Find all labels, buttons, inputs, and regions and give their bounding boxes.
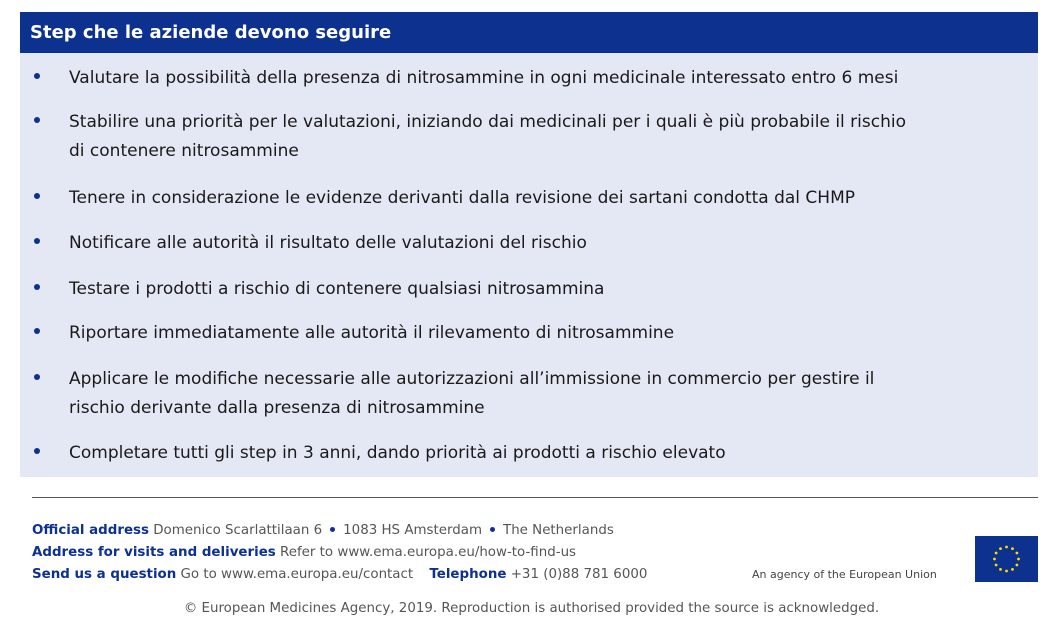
visits-line: [32, 544, 576, 561]
list-item: [20, 184, 1038, 213]
list-item-text: Stabilire una priorità per le valutazioni, iniziando dai medicinali per i quali è più probabile il rischio: [69, 112, 907, 132]
bullet-icon: [34, 448, 40, 454]
official-address-city: 1083 HS Amsterdam: [343, 523, 483, 538]
list-item-text: Completare tutti gli step in 3 anni, dando priorità ai prodotti a rischio elevato: [69, 443, 726, 463]
list-item: [20, 108, 1038, 166]
bullet-icon: [34, 117, 40, 123]
list-item-text-continued: di contenere nitrosammine: [69, 141, 299, 161]
question-label: Send us a question: [32, 567, 177, 582]
official-address-country: The Netherlands: [503, 523, 614, 538]
visits-value: Refer to www.ema.europa.eu/how-to-find-us: [280, 545, 577, 560]
copyright-notice: © European Medicines Agency, 2019. Reproduction is authorised provided the source is acknowledged.: [183, 601, 880, 616]
list-item-text: Tenere in considerazione le evidenze derivanti dalla revisione dei sartani condotta dal CHMP: [69, 188, 856, 208]
telephone-value: +31 (0)88 781 6000: [510, 567, 648, 582]
list-item: [20, 275, 1038, 304]
list-item: [20, 229, 1038, 258]
list-item-text: Riportare immediatamente alle autorità il rilevamento di nitrosammine: [69, 323, 675, 343]
bullet-icon: [34, 193, 40, 199]
separator-dot-icon: [490, 527, 495, 532]
official-address-line: [32, 522, 614, 539]
list-item-text: Applicare le modifiche necessarie alle autorizzazioni all’immissione in commercio per gestire il: [69, 369, 875, 389]
list-item: [20, 64, 1038, 93]
list-item: [20, 319, 1038, 348]
steps-box: [20, 12, 1038, 477]
bullet-icon: [34, 73, 40, 79]
bullet-icon: [34, 328, 40, 334]
bullet-icon: [34, 284, 40, 290]
list-item-text: Notificare alle autorità il risultato delle valutazioni del rischio: [69, 233, 587, 253]
official-address-label: Official address: [32, 523, 149, 538]
eu-flag-icon: [975, 536, 1038, 582]
list-item-text-continued: rischio derivante dalla presenza di nitrosammine: [69, 398, 485, 418]
separator-dot-icon: [330, 527, 335, 532]
agency-text: An agency of the European Union: [752, 568, 937, 581]
list-item-text: Testare i prodotti a rischio di contenere qualsiasi nitrosammina: [69, 279, 605, 299]
list-item: [20, 365, 1038, 423]
list-item: [20, 439, 1038, 468]
question-line: [32, 566, 647, 583]
question-value: Go to www.ema.europa.eu/contact: [180, 567, 414, 582]
steps-box-title: Step che le aziende devono seguire: [20, 12, 1038, 53]
eu-stars-icon: [975, 536, 1038, 582]
telephone-label: Telephone: [429, 567, 507, 582]
footer-divider: [32, 497, 1038, 498]
official-address-street: Domenico Scarlattilaan 6: [153, 523, 323, 538]
bullet-icon: [34, 238, 40, 244]
visits-label: Address for visits and deliveries: [32, 545, 276, 560]
bullet-icon: [34, 374, 40, 380]
list-item-text: Valutare la possibilità della presenza di nitrosammine in ogni medicinale interessato entro 6 mesi: [69, 68, 899, 88]
